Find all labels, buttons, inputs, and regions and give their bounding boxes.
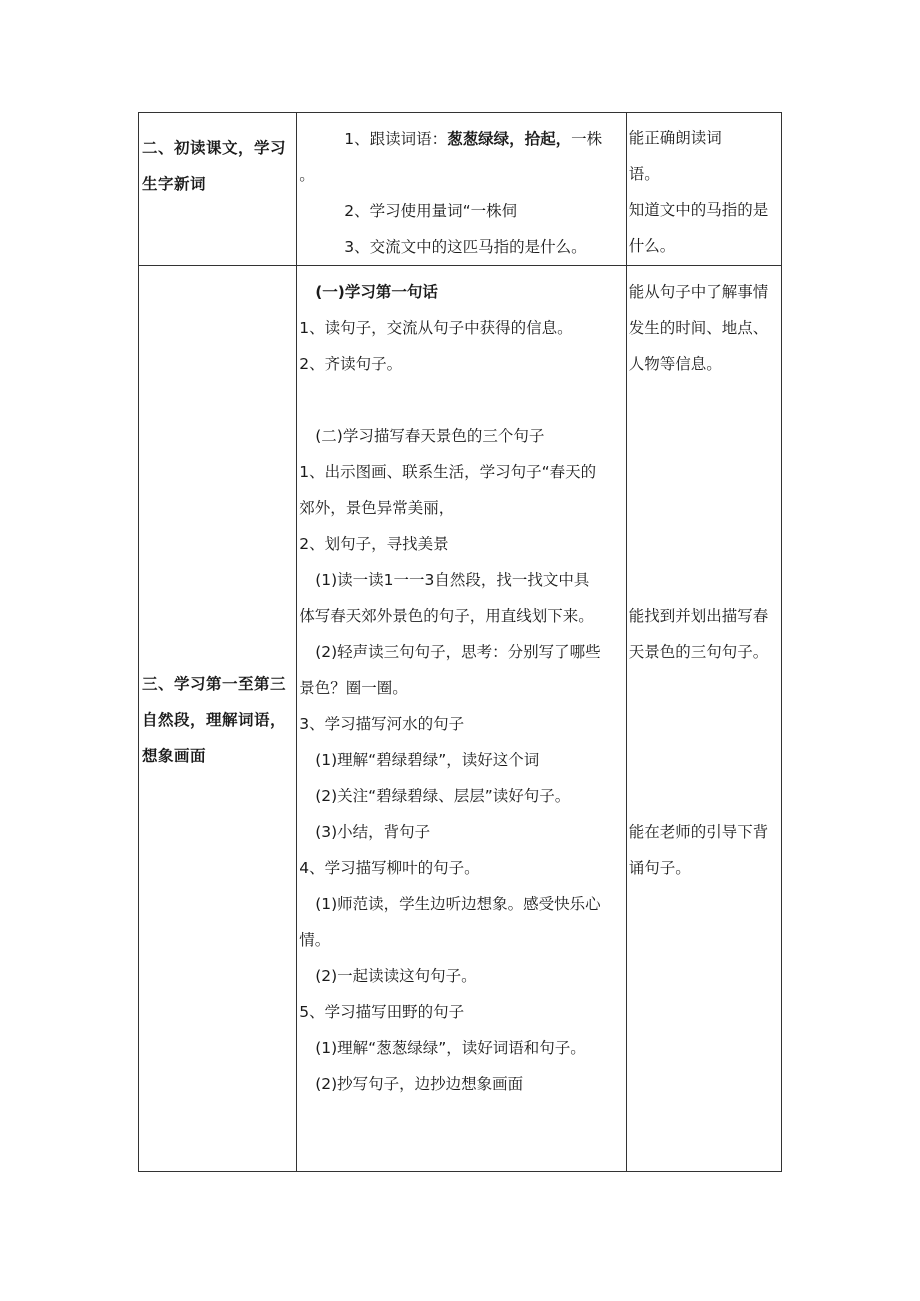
- activity-line: (1)读一读1一一3自然段，找一找文中具: [315, 571, 590, 589]
- spacer: [627, 778, 781, 814]
- stage-title-line: 三、学习第一至第三: [142, 675, 287, 693]
- spacer: [627, 526, 781, 562]
- spacer: [627, 418, 781, 454]
- activity-line: 。: [299, 166, 315, 184]
- table-row: [139, 266, 782, 1172]
- goal-line: 人物等信息。: [628, 355, 722, 373]
- spacer: [627, 382, 781, 418]
- activity-line: (1)理解“碧绿碧绿”，读好这个词: [315, 751, 540, 769]
- activity-cell: [297, 266, 627, 1172]
- activity-line: 5、学习描写田野的句子: [299, 1003, 465, 1021]
- goal-line: 发生的时间、地点、: [628, 319, 769, 337]
- activity-line: (3)小结，背句子: [315, 823, 431, 841]
- goal-line: 能找到并划出描写春: [628, 607, 769, 625]
- goal-cell: [626, 266, 781, 1172]
- goal-line: 语。: [628, 165, 660, 183]
- table-row: [139, 113, 782, 266]
- activity-line: 1、读句子，交流从句子中获得的信息。: [299, 319, 573, 337]
- activity-cell: [297, 113, 627, 266]
- goal-line: 能在老师的引导下背: [628, 823, 769, 841]
- goal-line: 天景色的三句句子。: [628, 643, 769, 661]
- activity-line: (1)理解“葱葱绿绿”，读好词语和句子。: [315, 1039, 586, 1057]
- stage-cell: [139, 113, 297, 266]
- activity-line: 郊外，景色异常美丽，: [299, 499, 455, 517]
- section-heading: (二)学习描写春天景色的三个句子: [315, 427, 545, 445]
- spacer: [627, 490, 781, 526]
- goal-line: 诵句子。: [628, 859, 691, 877]
- spacer: [627, 706, 781, 742]
- spacer: [627, 742, 781, 778]
- goal-cell: [626, 113, 781, 266]
- spacer: [627, 562, 781, 598]
- spacer: [627, 454, 781, 490]
- activity-line: 1、出示图画、联系生活，学习句子“春天的: [299, 463, 597, 481]
- activity-line: (2)一起读读这句句子。: [315, 967, 477, 985]
- lesson-plan-table: [138, 112, 782, 1172]
- spacer: [297, 382, 626, 418]
- stage-title-line: 自然段，理解词语，: [142, 711, 287, 729]
- goal-line: 知道文中的马指的是: [628, 201, 769, 219]
- stage-title-line: 二、初读课文，学习: [142, 139, 287, 157]
- stage-cell: [139, 266, 297, 1172]
- goal-line: 能正确朗读词: [628, 129, 722, 147]
- spacer: [627, 670, 781, 706]
- activity-line: 2、划句子，寻找美景: [299, 535, 449, 553]
- activity-line: 体写春天郊外景色的句子，用直线划下来。: [299, 607, 594, 625]
- section-heading: (一)学习第一句话: [315, 283, 438, 301]
- stage-title-line: 生字新词: [142, 175, 207, 193]
- activity-line: (2)关注“碧绿碧绿、层层”读好句子。: [315, 787, 571, 805]
- activity-line: 景色？圈一圈。: [299, 679, 408, 697]
- activity-line: 3、交流文中的这匹马指的是什么。: [344, 238, 587, 256]
- goal-line: 什么。: [628, 237, 676, 255]
- activity-line: 2、学习使用量词“一株伺: [344, 202, 518, 220]
- activity-line: 1、跟读词语：葱葱绿绿，拾起，一株: [344, 130, 603, 148]
- activity-line: 情。: [299, 931, 331, 949]
- activity-line: (2)轻声读三句句子，思考：分别写了哪些: [315, 643, 601, 661]
- activity-line: 3、学习描写河水的句子: [299, 715, 465, 733]
- activity-line: 2、齐读句子。: [299, 355, 403, 373]
- goal-line: 能从句子中了解事情: [628, 283, 769, 301]
- activity-line: (1)师范读，学生边听边想象。感受快乐心: [315, 895, 601, 913]
- activity-line: (2)抄写句子，边抄边想象画面: [315, 1075, 524, 1093]
- activity-line: 4、学习描写柳叶的句子。: [299, 859, 480, 877]
- stage-title-line: 想象画面: [142, 747, 207, 765]
